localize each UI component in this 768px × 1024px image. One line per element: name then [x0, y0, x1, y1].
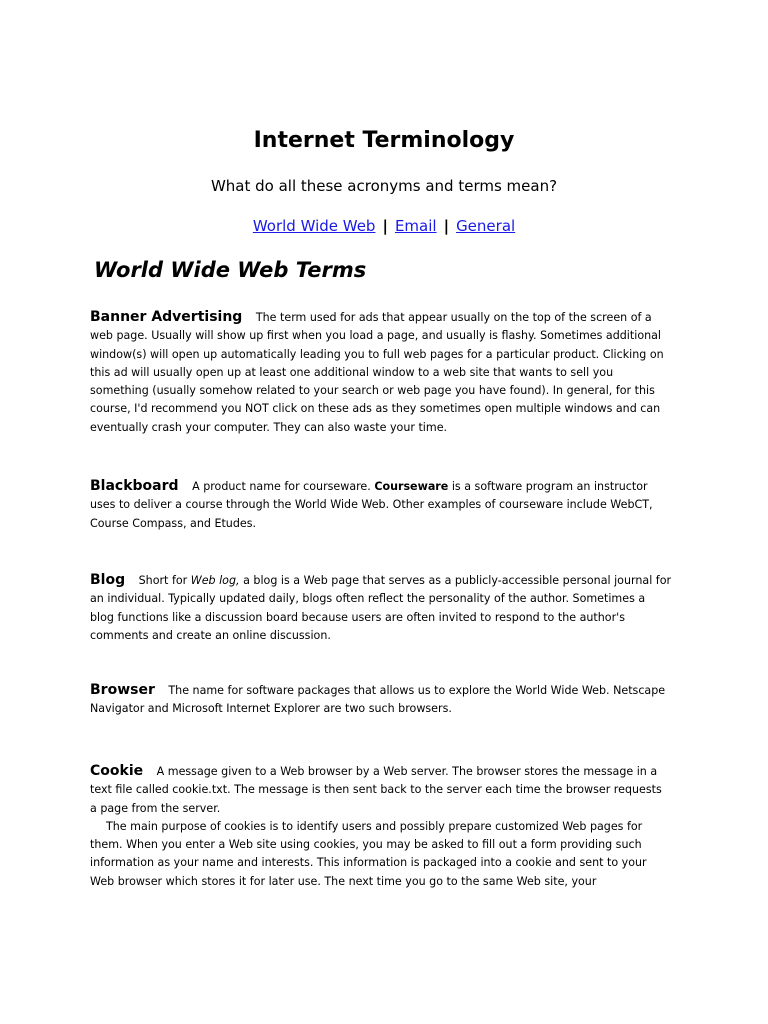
- definition-blog-part1: Short for: [138, 574, 188, 587]
- term-banner-advertising: Banner Advertising: [90, 309, 243, 325]
- term-browser: Browser: [90, 682, 155, 698]
- page-subtitle: What do all these acronyms and terms mean?: [210, 177, 558, 195]
- entry-blog: [90, 571, 672, 645]
- section-heading: World Wide Web Terms: [94, 258, 367, 282]
- term-web-log: Web log,: [190, 574, 240, 587]
- term-courseware: Courseware: [374, 480, 449, 493]
- section-nav: [0, 217, 768, 235]
- term-blackboard: Blackboard: [90, 478, 179, 494]
- nav-link-email[interactable]: Email: [394, 217, 437, 235]
- nav-link-general[interactable]: General: [456, 217, 516, 235]
- nav-separator: |: [443, 217, 450, 235]
- definition-cookie-part2: The main purpose of cookies is to identify users and possibly prepare customized Web pages for them. When you enter a Web site using cookies, you may be asked to fill out a form providing such information as your name and interests. This information is packaged into a cookie and sent to your Web browser which stores it for later use. The next time you go to the same Web site, your: [90, 819, 647, 888]
- nav-link-world-wide-web[interactable]: World Wide Web: [252, 217, 376, 235]
- entry-cookie: [90, 762, 672, 891]
- page-title: Internet Terminology: [253, 128, 515, 153]
- definition-blog-part2: a blog is a Web page that serves as a publicly-accessible personal journal for an individual. Typically updated daily, blogs often reflect the personality of the author. Sometimes a blog functions like a discussion board because users are often invited to respond to the author's comments and create an online discussion.: [90, 574, 672, 642]
- definition-banner-advertising: The term used for ads that appear usually on the top of the screen of a web page. Usually will show up first when you load a page, and usually is flashy. Sometimes additional window(s) will open up automatically leading you to full web pages for a particular product. Clicking on this ad will usually open up at least one additional window to a web site that wants to sell you something (usually somehow related to your search or web page you have found). In general, for this course, I'd recommend you NOT click on these ads as they sometimes open multiple windows and can eventually crash your computer. They can also waste your time.: [90, 311, 664, 434]
- entry-banner-advertising: [90, 308, 672, 437]
- definition-cookie-part1: A message given to a Web browser by a Web server. The browser stores the message in a text file called cookie.txt. The message is then sent back to the server each time the browser requests a page from the server.: [90, 765, 662, 815]
- nav-separator: |: [382, 217, 388, 235]
- definition-blackboard-part1: A product name for courseware.: [192, 480, 371, 493]
- term-blog: Blog: [90, 572, 126, 588]
- definition-browser: The name for software packages that allows us to explore the World Wide Web. Netscape Navigator and Microsoft Internet Explorer are two such browsers.: [90, 684, 666, 716]
- term-cookie: Cookie: [90, 763, 144, 779]
- entry-blackboard: [90, 477, 672, 533]
- definition-blackboard-part2: is a software program an instructor uses to deliver a course through the World Wide Web. Other examples of courseware include WebCT, Course Compass, and Etudes.: [90, 480, 653, 530]
- entry-browser: [90, 681, 672, 719]
